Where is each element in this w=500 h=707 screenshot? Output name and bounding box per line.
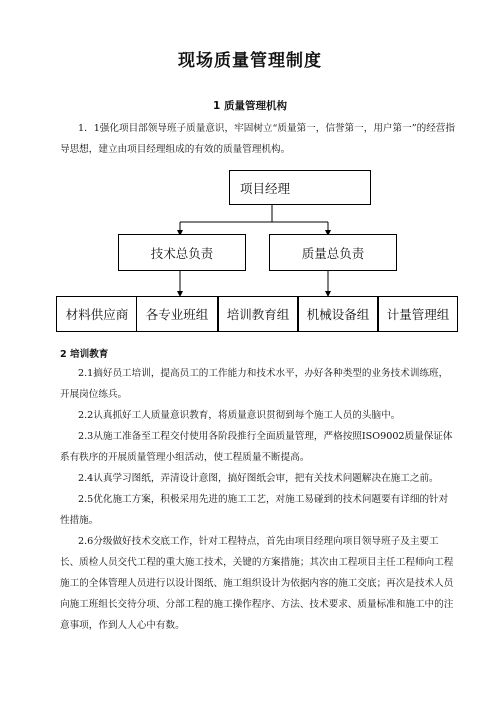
section2-item: 2.1搞好员工培训，提高员工的工作能力和技术水平，办好各种类型的业务技术训练班，开展岗位练兵。 <box>60 368 449 400</box>
page-title: 现场质量管理制度 <box>178 51 322 71</box>
org-box-material-supplier: 材料供应商 <box>56 296 138 332</box>
section1-intro-text: 1．1强化项目部领导班子质量意识，牢固树立“质量第一，信誉第一，用户第一”的经营指导思想，建立由项目经理组成的有效的质量管理机构。 <box>60 123 455 155</box>
org-box-trade-teams: 各专业班组 <box>136 296 218 332</box>
section2-item: 2.6分级做好技术交底工作，针对工程特点，首先由项目经理向项目领导班子及主要工长、质检人员交代工程的重大施工技术，关键的方案措施；其次由工程项目主任工程师向工程施工的全体管理人员进行以设计图纸、施工组织设计为依据内容的施工交底；再次是技术人员向施工班组长交待分项、分部工程的施工操作程序、方法、技术要求、质量标准和施工中的注意事项，作到人人心中有数。 <box>60 536 454 631</box>
section2-item: 2.5优化施工方案，积极采用先进的施工工艺，对施工易碰到的技术问题要有详细的针对性措施。 <box>60 494 449 526</box>
org-box-quality-lead: 质量总负责 <box>269 234 397 271</box>
section2-heading: 2 培训教育 <box>60 349 109 360</box>
org-box-machinery-group: 机械设备组 <box>298 296 378 332</box>
org-box-technical-lead: 技术总负责 <box>118 234 246 271</box>
section2-item: 2.4认真学习图纸，弄清设计意图，搞好图纸会审，把有关技术问题解决在施工之前。 <box>78 473 439 484</box>
org-box-metrology-group: 计量管理组 <box>378 296 458 332</box>
section2-item: 2.2认真抓好工人质量意识教育，将质量意识贯彻到每个施工人员的头脑中。 <box>78 410 401 421</box>
section1-heading: 1 质量管理机构 <box>213 100 287 112</box>
org-box-project-manager: 项目经理 <box>229 170 371 205</box>
section2-body <box>60 363 455 636</box>
org-box-training-group: 培训教育组 <box>218 296 298 332</box>
section2-item: 2.3从施工准备至工程交付使用各阶段推行全面质量管理，严格按照ISO9002质量保证体系有秩序的开展质量管理小组活动，使工程质量不断提高。 <box>60 431 453 463</box>
